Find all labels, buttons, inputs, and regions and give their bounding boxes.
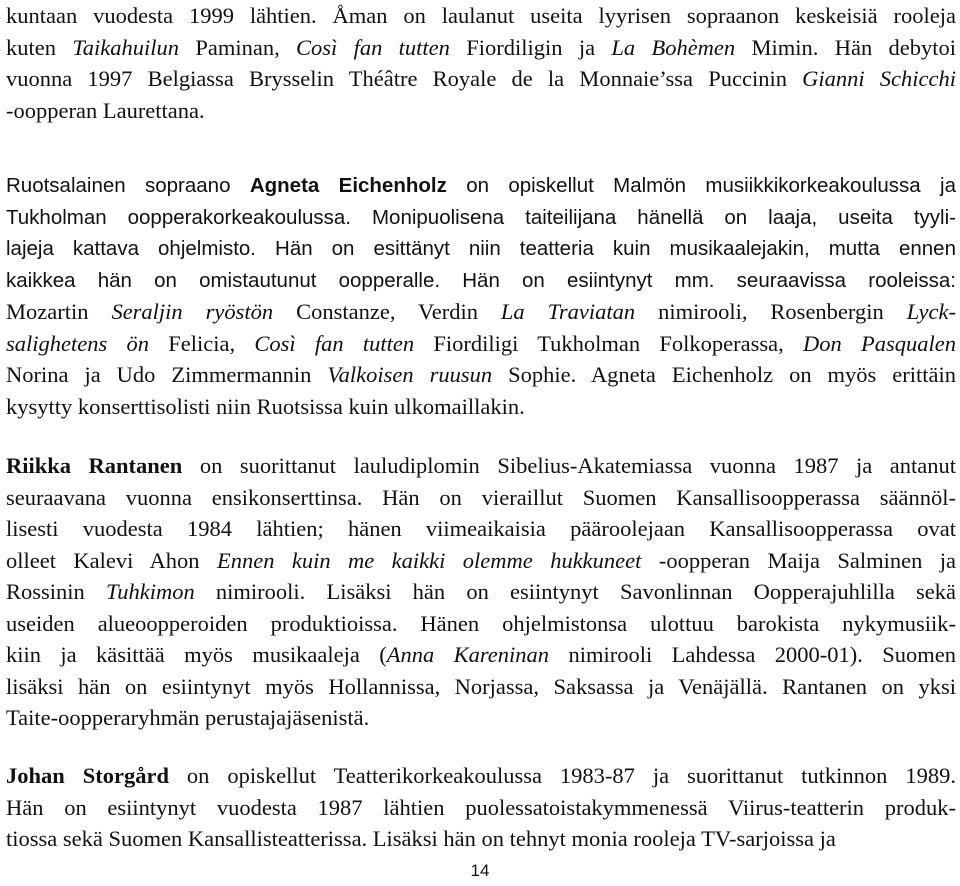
text-run: Norina ja Udo Zimmermannin bbox=[6, 362, 328, 387]
text-run: on suorittanut lauludiplomin Sibelius-Akatemiassa vuonna 1987 ja antanut bbox=[182, 453, 956, 478]
text-run: Mimin. Hän debytoi bbox=[735, 34, 956, 60]
text-run: seuraavana vuonna ensikonserttinsa. Hän on vieraillut Suomen Kansallisoopperassa säännöl- bbox=[6, 484, 956, 510]
text-run: Fiordiligin ja bbox=[449, 34, 612, 60]
text-run: lisäksi hän on esiintynyt myös Hollannissa, Norjassa, Saksassa ja Venäjällä. Rantanen on yksi bbox=[6, 673, 956, 699]
text-run: Fiordiligi Tukholman Folkoperassa, bbox=[414, 330, 803, 356]
text-run: lisesti vuodesta 1984 lähtien; hänen viimeaikaisia pääroolejaan Kansallisoopperassa ovat bbox=[6, 516, 956, 541]
text-line bbox=[6, 359, 956, 391]
text-line bbox=[6, 482, 956, 514]
text-run: nimirooli. Lisäksi hän on esiintynyt Savonlinnan Oopperajuhlilla sekä bbox=[194, 579, 956, 604]
text-line bbox=[6, 760, 956, 792]
work-title: Gianni Schicchi bbox=[802, 66, 956, 91]
text-run: kaikkea hän on omistautunut oopperalle. Hän on esiintynyt mm. seuraavissa rooleissa: bbox=[6, 268, 956, 292]
person-name: Johan Storgård bbox=[6, 763, 169, 788]
work-title: Così fan tutten bbox=[254, 330, 415, 356]
person-name: Riikka Rantanen bbox=[6, 453, 183, 478]
text-line bbox=[6, 95, 956, 127]
work-title: Lyck- bbox=[906, 299, 956, 324]
text-line bbox=[6, 202, 956, 234]
text-run: kuten bbox=[6, 34, 73, 60]
text-line bbox=[6, 513, 956, 545]
work-title: Taikahuilun bbox=[72, 34, 180, 60]
text-run: Constanze, Verdin bbox=[273, 299, 501, 324]
text-run: kiin ja käsittää myös musikaaleja ( bbox=[6, 642, 387, 667]
text-line bbox=[6, 671, 956, 703]
text-run: -oopperan Laurettana. bbox=[6, 97, 205, 123]
text-run: useiden alueoopperoiden produktioissa. Hänen ohjelmistonsa ulottuu barokista nykymusiik- bbox=[6, 610, 956, 636]
text-run: Paminan, bbox=[179, 34, 297, 60]
text-line bbox=[6, 265, 956, 297]
paragraph-riikka-rantanen bbox=[6, 450, 956, 734]
text-line bbox=[6, 63, 956, 95]
text-run: Sophie. Agneta Eichenholz on myös erittäin bbox=[492, 362, 956, 387]
text-run: Tukholman oopperakorkeakoulussa. Monipuolisena taiteilijana hänellä on laaja, useita tyyli- bbox=[6, 205, 956, 229]
text-line bbox=[6, 450, 956, 482]
paragraph-johan-storgard bbox=[6, 760, 956, 855]
text-run: Rossinin bbox=[6, 579, 106, 604]
work-title: La Bohèmen bbox=[611, 34, 736, 60]
text-line bbox=[6, 576, 956, 608]
text-line bbox=[6, 0, 956, 32]
work-title: Valkoisen ruusun bbox=[327, 362, 493, 387]
person-name: Agneta Eichenholz bbox=[249, 174, 447, 197]
work-title: La Traviatan bbox=[500, 299, 636, 324]
text-line bbox=[6, 170, 956, 202]
text-line bbox=[6, 233, 956, 265]
text-run: on opiskellut Teatterikorkeakoulussa 1983-87 ja suorittanut tutkinnon 1989. bbox=[168, 763, 956, 788]
text-run: nimirooli Lahdessa 2000-01). Suomen bbox=[549, 642, 956, 667]
text-run: Felicia, bbox=[149, 330, 255, 356]
work-title: Seraljin ryöstön bbox=[111, 299, 274, 324]
text-run: kuntaan vuodesta 1999 lähtien. Åman on laulanut useita lyyrisen sopraanon keskeisiä rooleja bbox=[6, 3, 956, 28]
page-number: 14 bbox=[470, 861, 490, 880]
text-run: olleet Kalevi Ahon bbox=[6, 547, 217, 573]
text-run: Taite-oopperaryhmän perustajajäsenistä. bbox=[6, 705, 370, 730]
text-run: on opiskellut Malmön musiikkikorkeakoulussa ja bbox=[446, 174, 956, 197]
text-line bbox=[6, 545, 956, 577]
text-line bbox=[6, 328, 956, 360]
text-run: lajeja kattava ohjelmisto. Hän on esittänyt niin teatteria kuin musikaalejakin, mutta ennen bbox=[6, 237, 956, 260]
text-run: Mozartin bbox=[6, 299, 112, 324]
text-run: kysytty konserttisolisti niin Ruotsissa kuin ulkomaillakin. bbox=[6, 393, 525, 419]
text-run: nimirooli, Rosenbergin bbox=[635, 299, 907, 324]
work-title: Anna Kareninan bbox=[386, 642, 550, 667]
work-title: Così fan tutten bbox=[296, 34, 450, 60]
text-line bbox=[6, 296, 956, 328]
text-line bbox=[6, 823, 956, 855]
text-line bbox=[6, 639, 956, 671]
paragraph-agneta-eichenholz bbox=[6, 170, 956, 422]
text-line bbox=[6, 792, 956, 824]
text-line bbox=[6, 702, 956, 734]
work-title: Don Pasqualen bbox=[803, 330, 956, 356]
text-line bbox=[6, 32, 956, 64]
text-run: Hän on esiintynyt vuodesta 1987 lähtien puolessatoistakymmenessä Viirus-teatterin produk- bbox=[6, 794, 956, 820]
work-title: Tuhkimon bbox=[105, 579, 195, 604]
paragraph-aman bbox=[6, 0, 956, 126]
work-title: salighetens ön bbox=[6, 330, 149, 356]
text-line bbox=[6, 391, 956, 423]
text-run: Ruotsalainen sopraano bbox=[6, 174, 250, 197]
text-run: vuonna 1997 Belgiassa Brysselin Théâtre Royale de la Monnaie’ssa Puccinin bbox=[6, 66, 803, 91]
text-run: tiossa sekä Suomen Kansallisteatterissa. Lisäksi hän on tehnyt monia rooleja TV-sarjoissa ja bbox=[6, 826, 836, 851]
text-line bbox=[6, 608, 956, 640]
text-run: -oopperan Maija Salminen ja bbox=[641, 547, 956, 573]
work-title: Ennen kuin me kaikki olemme hukkuneet bbox=[216, 547, 642, 573]
